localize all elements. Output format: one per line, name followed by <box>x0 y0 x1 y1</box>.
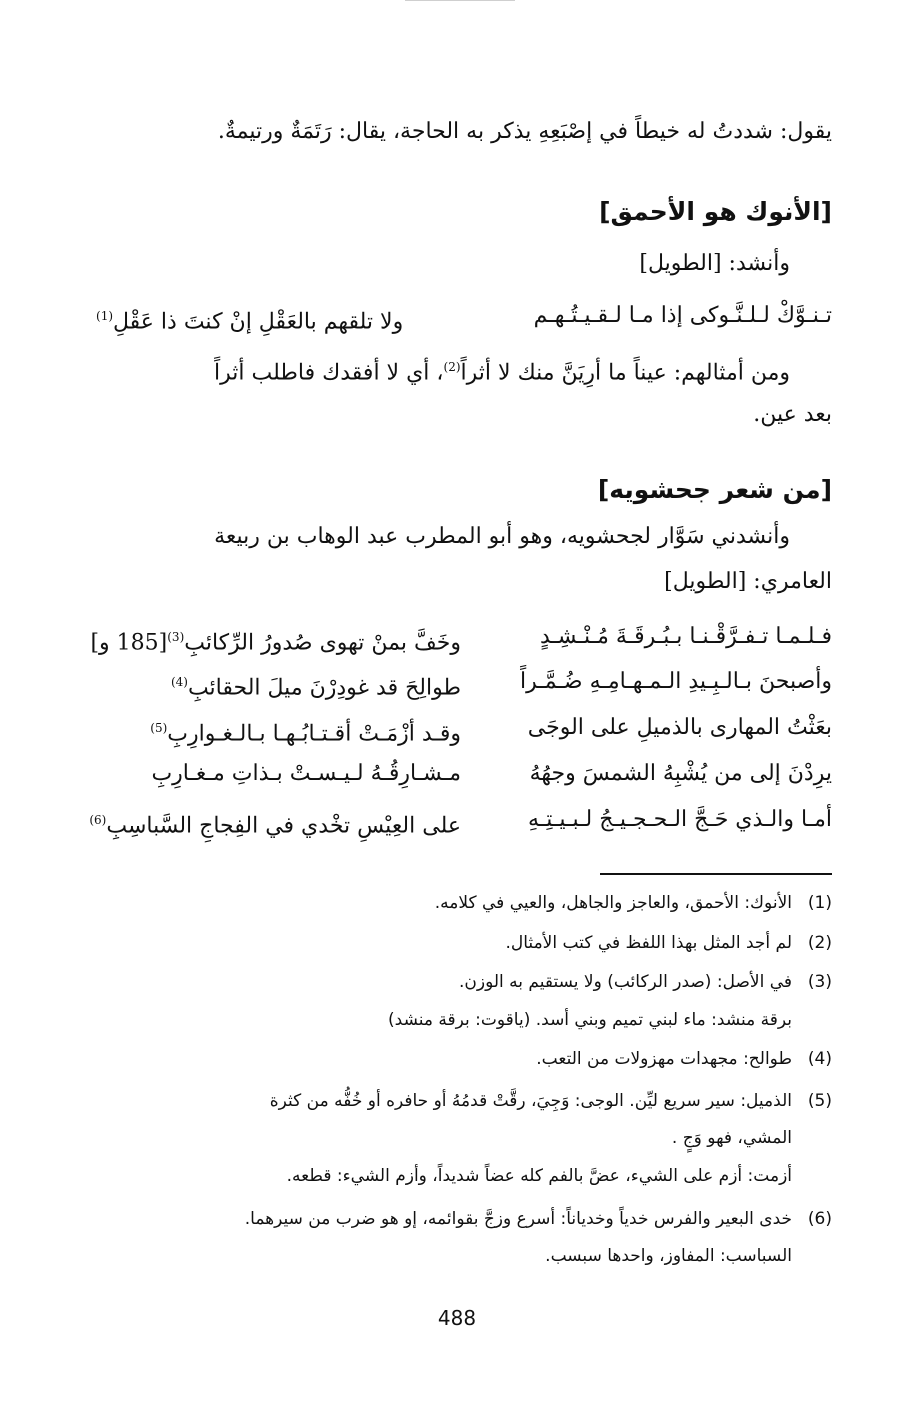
intro-jahshawayh-2: العامري: [الطويل] <box>664 569 832 594</box>
verse-hemistich-1: يرِدْنَ إلى من يُشْبِهُ الشمسَ وجهُهُ <box>529 761 832 786</box>
proverb-line-2: بعد عين. <box>753 402 832 427</box>
section-heading-jahshawayh: [من شعر جحشويه] <box>597 475 832 504</box>
footnote-ref: (3) <box>167 630 185 644</box>
verse-row <box>96 662 832 702</box>
verse-hemistich-1: أمـا والـذي حَـجَّ الـحـجـيـجُ لـبـيـتِـهِ <box>528 807 832 832</box>
verse-row <box>96 708 832 748</box>
footnote-ref: (4) <box>170 675 188 689</box>
intro-line: يقول: شددتُ له خيطاً في إصْبَعِهِ يذكر به الحاجة، يقال: رَتَمَةٌ ورتيمةٌ. <box>217 119 832 144</box>
page-number: 488 <box>437 1306 477 1330</box>
verse-hemistich-2: ولا تلقهم بالعَقْلِ إنْ كنتَ ذا عَقْلِ$^{(1)}$ <box>96 309 404 335</box>
footnote-continuation: السباسب: المفاوز، واحدها سبسب. <box>545 1246 792 1266</box>
top-rule <box>405 0 515 1</box>
verse-hemistich-1: فـلـمـا تـفـرَّقْـنـا بـبُـرقَـةَ مُـنْـشِـدٍ <box>539 624 832 649</box>
footnote-ref: (5) <box>150 721 168 735</box>
intro-jahshawayh-1: وأنشدني سَوَّار لجحشويه، وهو أبو المطرب عبد الوهاب بن ربيعة <box>214 524 790 549</box>
verse-hemistich-1: بعَثْتُ المهارى بالذميلِ على الوجَى <box>527 715 832 740</box>
footnote-separator <box>600 873 832 875</box>
footnote: (4)طوالح: مجهدات مهزولات من التعب. <box>536 1049 832 1069</box>
footnote: (5)الذميل: سير سريع ليِّن. الوجى: وَجِيَ، رقَّتْ قدمُهُ أو حافره أو خُفُّه من كثرة <box>269 1091 832 1111</box>
manuscript-folio-mark: [185 و] <box>90 630 168 656</box>
footnote: (1)الأنوك: الأحمق، والعاجز والجاهل، والعيي في كلامه. <box>434 893 832 913</box>
verse-hemistich-2: وقـد أزْمَـتْ أقـتـابُـهـا بـالـغـوارِبِ$^{(5)}$ <box>150 721 461 747</box>
footnote-continuation: أزمت: أزم على الشيء، عضَّ بالفم كله عضاً شديداً، وأزم الشيء: قطعه. <box>286 1166 792 1186</box>
verse-row <box>96 754 832 794</box>
verse-anwak <box>96 298 832 334</box>
meter-line: وأنشد: [الطويل] <box>639 251 790 276</box>
footnote-ref: (6) <box>89 813 107 827</box>
section-heading-anwak: [الأنوك هو الأحمق] <box>599 197 832 226</box>
footnote-continuation: المشي، فهو وَجٍ . <box>671 1128 792 1148</box>
footnote: (6)خدى البعير والفرس خدياً وخدياناً: أسرع وزجَّ بقوائمه، إو هو ضرب من سيرهما. <box>244 1209 832 1229</box>
footnote-ref: (1) <box>96 309 114 323</box>
verse-hemistich-1: تـنـوَّكْ لـلـنَّـوكى إذا مـا لـقـيـتُـهـم <box>533 303 832 328</box>
verse-hemistich-2: على العِيْسِ تخْدي في الفِجاجِ السَّباسِبِ$^{(6)}$ <box>89 813 461 839</box>
verse-row <box>90 617 832 657</box>
footnote-continuation: برقة منشد: ماء لبني تميم وبني أسد. (ياقوت: برقة منشد) <box>388 1010 792 1030</box>
verse-hemistich-2: وخَفَّ بمنْ تهوى صُدورُ الرِّكائبِ$^{(3)}$[185 و] <box>90 630 461 656</box>
footnote: (2)لم أجد المثل بهذا اللفظ في كتب الأمثال. <box>505 933 832 953</box>
verse-hemistich-2: طوالِحَ قد غودِرْنَ ميلَ الحقائبِ$^{(4)}$ <box>170 675 461 701</box>
footnote-ref: (2) <box>443 360 461 374</box>
footnote: (3)في الأصل: (صدر الركائب) ولا يستقيم به الوزن. <box>459 972 832 992</box>
verse-hemistich-1: وأصبحنَ بـالـبِـيدِ الـمـهـامِـهِ ضُـمَّـراً <box>520 669 832 694</box>
verse-row <box>89 800 832 840</box>
verse-hemistich-2: مـشـارِقُـهُ لـيـسـتْ بـذاتِ مـغـارِبِ <box>151 761 461 786</box>
proverb-line: ومن أمثالهم: عيناً ما أرِيَنَّ منك لا أثراً$^{(2)}$، أي لا أفقدك فاطلب أثراً <box>214 360 790 386</box>
